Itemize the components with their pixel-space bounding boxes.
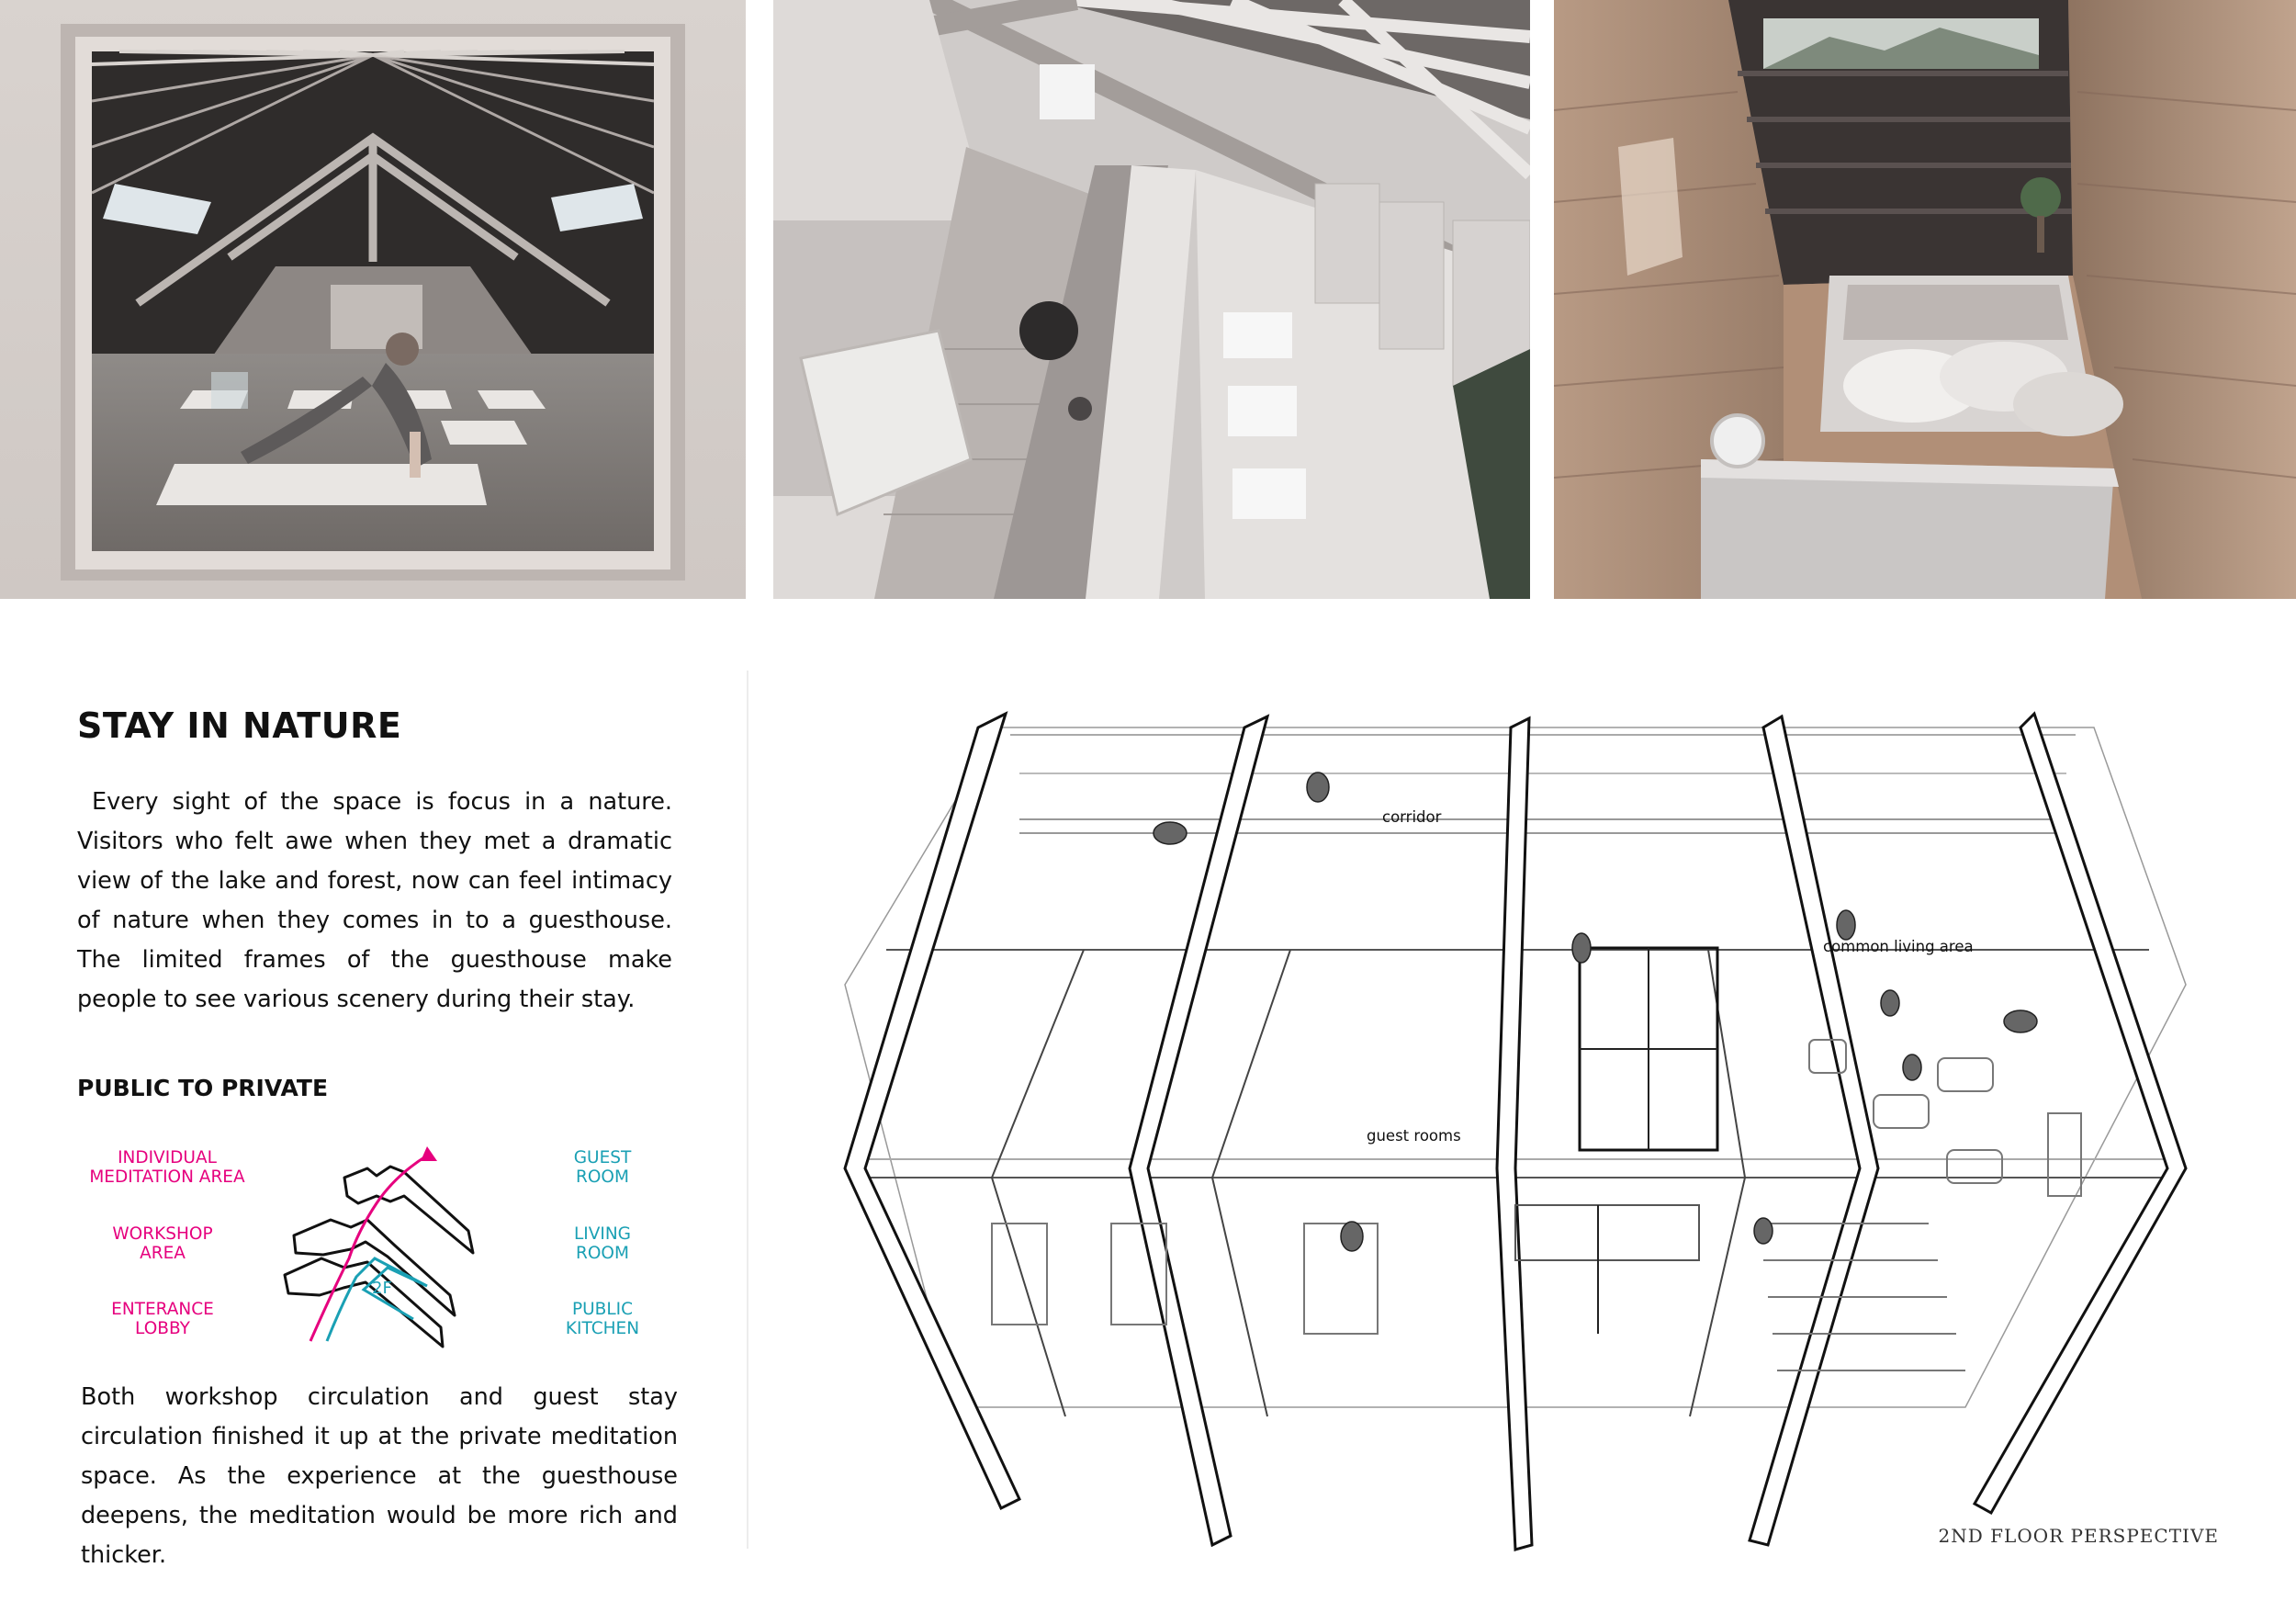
bedroom-skylight-photo	[1554, 0, 2296, 599]
plan-label-corridor: corridor	[1382, 808, 1442, 826]
plan-label-common-living-area: common living area	[1823, 938, 1974, 955]
second-floor-perspective-drawing	[790, 709, 2204, 1554]
label-enterance-lobby: ENTERANCE LOBBY	[111, 1300, 214, 1338]
yoga-attic-photo	[0, 0, 746, 599]
label-individual-meditation-area: INDIVIDUAL MEDITATION AREA	[89, 1148, 245, 1187]
label-workshop-area: WORKSHOP AREA	[112, 1224, 213, 1263]
outro-paragraph: Both workshop circulation and guest stay circulation finished it up at the private meditation space. As the experience at the guesthouse deepens, the meditation would be more rich and thicker.	[81, 1383, 678, 1569]
plan-label-guest-rooms: guest rooms	[1367, 1127, 1461, 1145]
floor-tag: 2F	[372, 1279, 392, 1298]
label-living-room: LIVING ROOM	[573, 1224, 632, 1263]
drawing-caption: 2ND FLOOR PERSPECTIVE	[1938, 1525, 2219, 1547]
loft-corridor-photo	[773, 0, 1530, 599]
public-to-private-diagram	[266, 1139, 542, 1350]
intro-paragraph: Every sight of the space is focus in a nature. Visitors who felt awe when they met a dramatic view of the lake and forest, now can feel intimacy of nature when they comes in to a guesthouse. The limited frames of the guesthouse make people to see various scenery during their stay.	[77, 788, 672, 1013]
column-divider	[747, 671, 748, 1549]
public-arrow-head	[421, 1146, 437, 1161]
label-guest-room: GUEST ROOM	[573, 1148, 632, 1187]
section-subtitle: PUBLIC TO PRIVATE	[77, 1075, 329, 1101]
page-title: STAY IN NATURE	[77, 705, 402, 746]
label-public-kitchen: PUBLIC KITCHEN	[565, 1300, 640, 1338]
